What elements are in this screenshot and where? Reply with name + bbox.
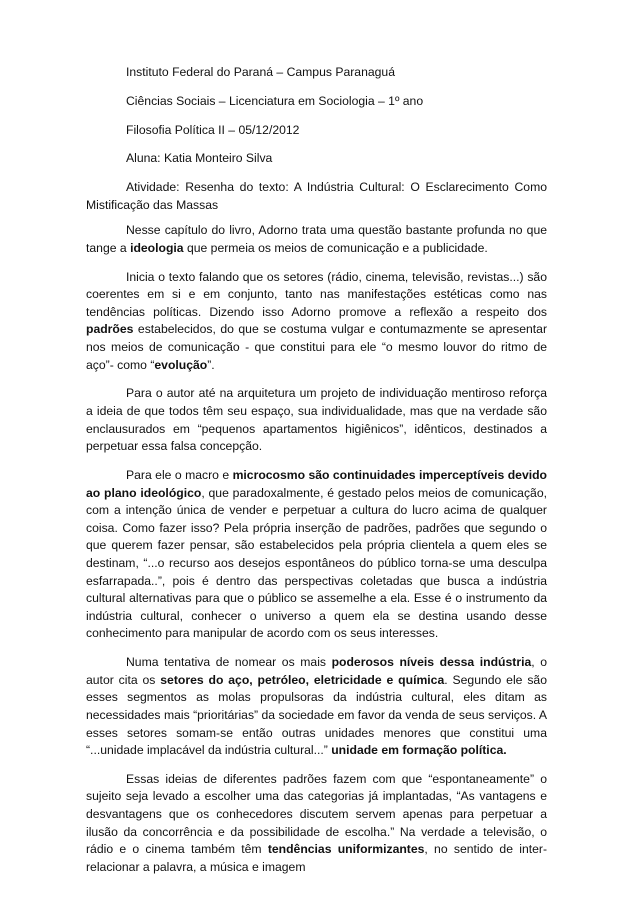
text-run: . Segundo ele são esses segmentos as molas propulsoras da indústria cultural, eles ditam as necessidades mais “prioritárias” da sociedade em favor da venda de seus serviços. A esses setores somam-se então outras unidades menores que constitui uma “...unidade implacável da indústria cultural...” <box>86 672 547 758</box>
bold-run: setores do aço, petróleo, eletricidade e química <box>160 672 445 687</box>
text-run: que permeia os meios de comunicação e a publicidade. <box>183 240 488 255</box>
document-page <box>86 64 547 876</box>
student-name-line: Aluna: Katia Monteiro Silva <box>126 151 273 166</box>
paragraph-standards <box>86 269 547 375</box>
text-run: estabelecidos, do que se costuma vulgar e contumazmente se apresentar nos meios de comunicação - que constitui para ele “o mesmo louvor do ritmo de aço”- como “ <box>86 322 547 372</box>
bold-run: evolução <box>154 357 208 372</box>
text-run: Essas ideias de diferentes padrões fazem com que “espontaneamente” o sujeito seja levado a escolher uma das categorias já implantadas, “As vantagens e desvantagens que os conhecedores discutem servem apenas para perpetuar a ilusão da concorrência e da possibilidade de escolha.” Na verdade a televisão, o rádio e o cinema também têm <box>86 771 547 857</box>
bold-run: poderosos níveis dessa indústria <box>331 655 532 670</box>
text-run: Para o autor até na arquitetura um projeto de individuação mentiroso reforça a ideia de que todos têm seu espaço, sua individualidade, mas que na verdade são enclausurados em “pequenos apartamentos higiênicos”, idênticos, destinados a perpetuar essa falsa concepção. <box>86 386 547 454</box>
text-run: ”. <box>207 357 215 372</box>
text-run: Nesse capítulo do livro, Adorno trata uma questão bastante profunda no que tange a <box>86 223 547 255</box>
text-run: , que paradoxalmente, é gestado pelos meios de comunicação, com a intenção única de vender e perpetuar a cultura do lucro acima de qualquer coisa. Como fazer isso? Pela própria inserção de padrões, padrões que segundo o que querem fazer pensar, são estabelecidos pela própria clientela a quem eles se destinam, “...o recurso aos desejos espontâneos do público torna-se uma desculpa esfarrapada..”, pois é dentro das perspectivas coletadas que busca a indústria cultural alternativas para que o público se assemelhe a ela. Esse é o instrumento da indústria cultural, conhecer o universo a quem ela se destina usando desse conhecimento para manipular de acordo com os seus interesses. <box>86 485 547 641</box>
text-run: Numa tentativa de nomear os mais <box>126 655 332 670</box>
paragraph-industry-levels <box>86 654 547 760</box>
text-run: Inicia o texto falando que os setores (rádio, cinema, televisão, revistas...) são coerentes em si e em conjunto, tanto nas manifestações estéticas como nas tendências políticas. Dizendo isso Adorno promove a reflexão a respeito dos <box>86 269 547 319</box>
bold-run: unidade em formação política. <box>331 743 507 758</box>
activity-title: Atividade: Resenha do texto: A Indústria Cultural: O Esclarecimento Como Mistificação das Massas <box>86 180 547 212</box>
paragraph-microcosm <box>86 467 547 643</box>
subject-date-line: Filosofia Política II – 05/12/2012 <box>126 122 300 137</box>
bold-run: ideologia <box>130 240 184 255</box>
bold-run: tendências uniformizantes <box>267 842 425 857</box>
text-run: Para ele o macro e <box>126 468 233 482</box>
institution-line: Instituto Federal do Paraná – Campus Paranaguá <box>126 65 395 79</box>
bold-run: microcosmo são continuidades imperceptíveis devido ao plano ideológico <box>86 468 548 500</box>
text-run: , no sentido de inter-relacionar a palavra, a música e imagem <box>86 842 547 874</box>
paragraph-uniformizing <box>86 771 547 877</box>
paragraph-architecture <box>86 385 547 455</box>
course-line: Ciências Sociais – Licenciatura em Sociologia – 1º ano <box>126 93 424 108</box>
text-run: , o autor cita os <box>86 655 547 687</box>
paragraph-ideology <box>86 222 547 257</box>
bold-run: padrões <box>86 322 134 337</box>
